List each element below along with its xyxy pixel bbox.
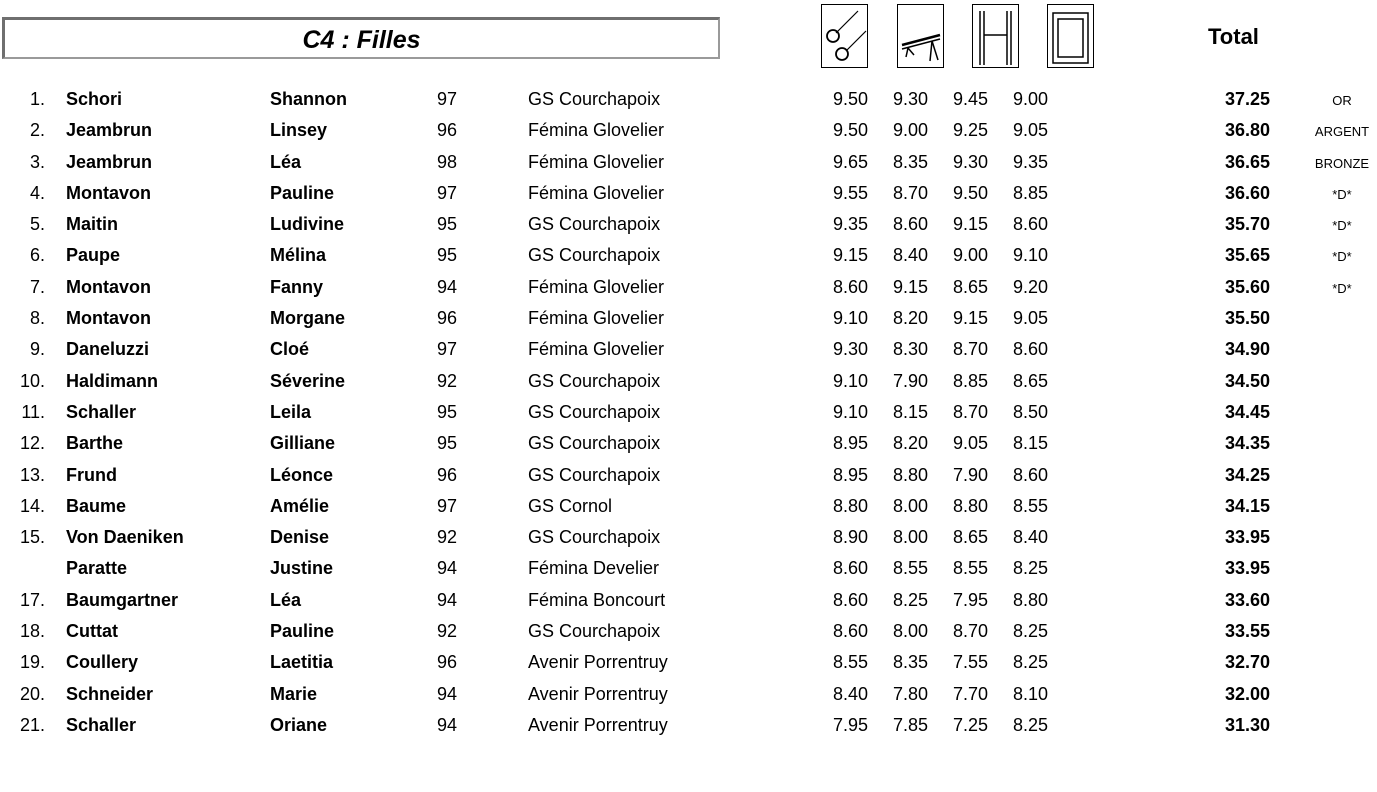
rings-score-cell: 9.15 [832, 245, 868, 266]
floor-score-cell: 8.25 [1012, 714, 1048, 735]
floor-score-cell: 8.50 [1012, 401, 1048, 422]
total-score-cell: 33.95 [1224, 558, 1270, 579]
club-cell: Avenir Porrentruy [528, 652, 668, 673]
floor-score-cell: 9.00 [1012, 89, 1048, 109]
last-name-cell: Barthe [66, 433, 124, 454]
beam-score-cell: 8.15 [892, 401, 928, 422]
table-row [0, 617, 1377, 648]
rank-cell: 1. [29, 89, 45, 109]
birth-year-cell: 95 [437, 433, 458, 454]
rank-cell: 19. [19, 652, 45, 673]
bars-score-cell: 9.30 [952, 151, 988, 172]
table-row [0, 241, 1377, 272]
last-name-cell: Montavon [66, 182, 151, 203]
first-name-cell: Mélina [270, 245, 327, 266]
birth-year-cell: 94 [437, 714, 458, 735]
bars-score-cell: 8.70 [952, 401, 988, 422]
birth-year-cell: 94 [437, 589, 458, 610]
club-cell: GS Courchapoix [528, 527, 661, 548]
last-name-cell: Jeambrun [66, 120, 153, 141]
birth-year-cell: 97 [437, 495, 458, 516]
bars-score-cell: 8.80 [952, 495, 988, 516]
first-name-cell: Gilliane [270, 433, 336, 454]
floor-score-cell: 8.40 [1012, 527, 1048, 548]
club-cell: GS Courchapoix [528, 433, 661, 454]
bars-score-cell: 7.70 [952, 683, 988, 704]
rings-score-cell: 8.60 [832, 589, 868, 610]
floor-score-cell: 8.15 [1012, 433, 1048, 454]
first-name-cell: Laetitia [270, 652, 334, 673]
club-cell: GS Courchapoix [528, 621, 661, 642]
floor-score-cell: 9.35 [1012, 151, 1048, 172]
bars-score-cell: 9.05 [952, 433, 988, 454]
table-row [0, 116, 1377, 147]
beam-score-cell: 8.30 [892, 339, 928, 360]
floor-score-cell: 8.60 [1012, 214, 1048, 235]
last-name-cell: Maitin [66, 214, 118, 235]
club-cell: Fémina Glovelier [528, 120, 665, 141]
birth-year-cell: 96 [437, 308, 458, 329]
club-cell: GS Cornol [528, 495, 613, 516]
rings-score-cell: 9.50 [832, 120, 868, 141]
table-row [0, 680, 1377, 711]
award-cell: BRONZE [1314, 155, 1370, 171]
first-name-cell: Oriane [270, 714, 328, 735]
rings-score-cell: 9.35 [832, 214, 868, 235]
club-cell: Avenir Porrentruy [528, 683, 668, 704]
rank-cell: 18. [19, 621, 45, 642]
last-name-cell: Schori [66, 89, 123, 109]
club-cell: GS Courchapoix [528, 214, 661, 235]
club-cell: Fémina Glovelier [528, 276, 665, 297]
birth-year-cell: 95 [437, 214, 458, 235]
first-name-cell: Morgane [270, 308, 346, 329]
club-cell: GS Courchapoix [528, 370, 661, 391]
beam-score-cell: 8.55 [892, 558, 928, 579]
birth-year-cell: 94 [437, 683, 458, 704]
bars-score-cell: 9.50 [952, 182, 988, 203]
bars-score-cell: 8.85 [952, 370, 988, 391]
total-score-cell: 35.70 [1224, 214, 1270, 235]
birth-year-cell: 95 [437, 245, 458, 266]
rings-score-cell: 9.10 [832, 308, 868, 329]
club-cell: Fémina Develier [528, 558, 660, 579]
first-name-cell: Denise [270, 527, 330, 548]
last-name-cell: Daneluzzi [66, 339, 150, 360]
first-name-cell: Amélie [270, 495, 330, 516]
beam-score-cell: 7.85 [892, 714, 928, 735]
beam-score-cell: 8.60 [892, 214, 928, 235]
balance-beam-icon [897, 4, 944, 68]
floor-score-cell: 8.65 [1012, 370, 1048, 391]
birth-year-cell: 92 [437, 527, 458, 548]
club-cell: GS Courchapoix [528, 464, 661, 485]
table-row [0, 179, 1377, 210]
total-score-cell: 35.50 [1224, 308, 1270, 329]
first-name-cell: Cloé [270, 339, 310, 360]
club-cell: Fémina Glovelier [528, 151, 665, 172]
rank-cell: 4. [29, 182, 45, 203]
total-score-cell: 31.30 [1224, 714, 1270, 735]
rings-score-cell: 8.95 [832, 433, 868, 454]
bars-score-cell: 9.15 [952, 214, 988, 235]
total-score-cell: 36.80 [1224, 120, 1270, 141]
results-table [0, 85, 1377, 742]
rings-score-cell: 9.50 [832, 89, 868, 109]
rank-cell: 20. [19, 683, 45, 704]
first-name-cell: Shannon [270, 89, 347, 109]
floor-score-cell: 8.25 [1012, 652, 1048, 673]
floor-score-cell: 9.05 [1012, 308, 1048, 329]
table-row [0, 554, 1377, 585]
beam-score-cell: 9.30 [892, 89, 928, 109]
birth-year-cell: 96 [437, 464, 458, 485]
total-score-cell: 37.25 [1224, 89, 1270, 109]
table-row [0, 492, 1377, 523]
beam-score-cell: 8.20 [892, 308, 928, 329]
rings-score-cell: 8.60 [832, 558, 868, 579]
rings-score-cell: 9.10 [832, 370, 868, 391]
floor-score-cell: 9.20 [1012, 276, 1048, 297]
bars-score-cell: 8.65 [952, 276, 988, 297]
total-score-cell: 35.60 [1224, 276, 1270, 297]
total-score-cell: 33.60 [1224, 589, 1270, 610]
rank-cell: 9. [29, 339, 45, 360]
total-score-cell: 34.35 [1224, 433, 1270, 454]
rank-cell: 14. [19, 495, 45, 516]
last-name-cell: Schaller [66, 401, 137, 422]
table-row [0, 335, 1377, 366]
table-row [0, 398, 1377, 429]
floor-score-cell: 8.25 [1012, 621, 1048, 642]
table-row [0, 648, 1377, 679]
club-cell: GS Courchapoix [528, 245, 661, 266]
club-cell: Avenir Porrentruy [528, 714, 668, 735]
last-name-cell: Baume [66, 495, 127, 516]
rank-cell: 15. [19, 527, 45, 548]
beam-score-cell: 8.35 [892, 652, 928, 673]
bars-score-cell: 8.70 [952, 621, 988, 642]
beam-score-cell: 7.80 [892, 683, 928, 704]
rank-cell: 12. [19, 433, 45, 454]
table-row [0, 273, 1377, 304]
table-row [0, 367, 1377, 398]
table-row [0, 711, 1377, 742]
rings-score-cell: 8.60 [832, 276, 868, 297]
beam-score-cell: 7.90 [892, 370, 928, 391]
rank-cell: 10. [19, 370, 45, 391]
first-name-cell: Fanny [270, 276, 324, 297]
total-score-cell: 34.50 [1224, 370, 1270, 391]
last-name-cell: Paratte [66, 558, 128, 579]
floor-score-cell: 8.10 [1012, 683, 1048, 704]
first-name-cell: Séverine [270, 370, 346, 391]
beam-score-cell: 9.15 [892, 276, 928, 297]
floor-score-cell: 8.85 [1012, 182, 1048, 203]
first-name-cell: Linsey [270, 120, 328, 141]
last-name-cell: Von Daeniken [66, 527, 184, 548]
last-name-cell: Montavon [66, 308, 151, 329]
birth-year-cell: 96 [437, 652, 458, 673]
table-row [0, 148, 1377, 179]
birth-year-cell: 94 [437, 558, 458, 579]
rings-icon [821, 4, 868, 68]
last-name-cell: Frund [66, 464, 117, 485]
award-cell: OR [1332, 93, 1352, 108]
beam-score-cell: 8.20 [892, 433, 928, 454]
rank-cell: 8. [29, 308, 45, 329]
rank-cell: 6. [29, 245, 45, 266]
rank-cell: 2. [29, 120, 45, 141]
last-name-cell: Coullery [66, 652, 139, 673]
first-name-cell: Pauline [270, 182, 335, 203]
last-name-cell: Schneider [66, 683, 154, 704]
table-row [0, 210, 1377, 241]
award-cell: *D* [1332, 249, 1352, 265]
table-row [0, 586, 1377, 617]
birth-year-cell: 97 [437, 182, 458, 203]
birth-year-cell: 92 [437, 621, 458, 642]
parallel-bars-icon [972, 4, 1019, 68]
table-row [0, 461, 1377, 492]
first-name-cell: Léa [270, 589, 302, 610]
beam-score-cell: 8.00 [892, 527, 928, 548]
table-row [0, 429, 1377, 460]
rank-cell: 7. [29, 276, 45, 297]
first-name-cell: Pauline [270, 621, 335, 642]
first-name-cell: Justine [270, 558, 334, 579]
rings-score-cell: 8.95 [832, 464, 868, 485]
floor-score-cell: 9.05 [1012, 120, 1048, 141]
category-title: C4 : Filles [302, 26, 421, 54]
rank-cell: 5. [29, 214, 45, 235]
total-score-cell: 32.00 [1224, 683, 1270, 704]
award-cell: ARGENT [1314, 124, 1370, 140]
rings-score-cell: 8.40 [832, 683, 868, 704]
floor-score-cell: 8.60 [1012, 339, 1048, 360]
total-score-cell: 34.45 [1224, 401, 1270, 422]
rings-score-cell: 8.90 [832, 527, 868, 548]
floor-score-cell: 8.25 [1012, 558, 1048, 579]
bars-score-cell: 9.25 [952, 120, 988, 141]
total-score-cell: 36.65 [1224, 151, 1270, 172]
floor-score-cell: 9.10 [1012, 245, 1048, 266]
floor-icon [1047, 4, 1094, 68]
club-cell: Fémina Glovelier [528, 339, 665, 360]
birth-year-cell: 96 [437, 120, 458, 141]
birth-year-cell: 92 [437, 370, 458, 391]
first-name-cell: Léonce [270, 464, 334, 485]
beam-score-cell: 8.70 [892, 182, 928, 203]
last-name-cell: Baumgartner [66, 589, 179, 610]
floor-score-cell: 8.80 [1012, 589, 1048, 610]
total-column-header: Total [1208, 24, 1259, 49]
rings-score-cell: 9.30 [832, 339, 868, 360]
beam-score-cell: 8.40 [892, 245, 928, 266]
birth-year-cell: 97 [437, 339, 458, 360]
beam-score-cell: 9.00 [892, 120, 928, 141]
rings-score-cell: 9.10 [832, 401, 868, 422]
total-score-cell: 34.90 [1224, 339, 1270, 360]
club-cell: GS Courchapoix [528, 89, 661, 109]
bars-score-cell: 7.25 [952, 714, 988, 735]
bars-score-cell: 9.15 [952, 308, 988, 329]
birth-year-cell: 97 [437, 89, 458, 109]
table-row [0, 523, 1377, 554]
total-score-cell: 33.95 [1224, 527, 1270, 548]
first-name-cell: Leila [270, 401, 312, 422]
bars-score-cell: 7.95 [952, 589, 988, 610]
last-name-cell: Jeambrun [66, 151, 153, 172]
first-name-cell: Léa [270, 151, 302, 172]
bars-score-cell: 7.55 [952, 652, 988, 673]
floor-score-cell: 8.55 [1012, 495, 1048, 516]
rank-cell: 3. [29, 151, 45, 172]
category-title-box [2, 17, 720, 59]
total-score-cell: 33.55 [1224, 621, 1270, 642]
rank-cell: 21. [19, 714, 45, 735]
bars-score-cell: 9.45 [952, 89, 988, 109]
rings-score-cell: 8.55 [832, 652, 868, 673]
rank-cell: 11. [21, 401, 45, 422]
bars-score-cell: 8.55 [952, 558, 988, 579]
total-score-cell: 34.15 [1224, 495, 1270, 516]
bars-score-cell: 8.70 [952, 339, 988, 360]
bars-score-cell: 7.90 [952, 464, 988, 485]
total-score-cell: 35.65 [1224, 245, 1270, 266]
beam-score-cell: 8.00 [892, 621, 928, 642]
birth-year-cell: 94 [437, 276, 458, 297]
table-row [0, 85, 1377, 116]
award-cell: *D* [1332, 218, 1352, 234]
beam-score-cell: 8.25 [892, 589, 928, 610]
last-name-cell: Paupe [66, 245, 121, 266]
beam-score-cell: 8.00 [892, 495, 928, 516]
total-score-cell: 36.60 [1224, 182, 1270, 203]
rings-score-cell: 7.95 [832, 714, 868, 735]
rings-score-cell: 9.55 [832, 182, 868, 203]
total-score-cell: 32.70 [1224, 652, 1270, 673]
beam-score-cell: 8.80 [892, 464, 928, 485]
club-cell: Fémina Glovelier [528, 308, 665, 329]
bars-score-cell: 8.65 [952, 527, 988, 548]
last-name-cell: Montavon [66, 276, 151, 297]
floor-score-cell: 8.60 [1012, 464, 1048, 485]
first-name-cell: Ludivine [270, 214, 345, 235]
award-cell: *D* [1332, 280, 1352, 296]
total-score-cell: 34.25 [1224, 464, 1270, 485]
bars-score-cell: 9.00 [952, 245, 988, 266]
club-cell: GS Courchapoix [528, 401, 661, 422]
rings-score-cell: 8.80 [832, 495, 868, 516]
last-name-cell: Haldimann [66, 370, 159, 391]
rings-score-cell: 8.60 [832, 621, 868, 642]
beam-score-cell: 8.35 [892, 151, 928, 172]
club-cell: Fémina Boncourt [528, 589, 666, 610]
rank-cell: 13. [19, 464, 45, 485]
birth-year-cell: 95 [437, 401, 458, 422]
award-cell: *D* [1332, 186, 1352, 202]
last-name-cell: Schaller [66, 714, 137, 735]
rings-score-cell: 9.65 [832, 151, 868, 172]
club-cell: Fémina Glovelier [528, 182, 665, 203]
birth-year-cell: 98 [437, 151, 458, 172]
last-name-cell: Cuttat [66, 621, 118, 642]
table-row [0, 304, 1377, 335]
first-name-cell: Marie [270, 683, 318, 704]
rank-cell: 17. [19, 589, 45, 610]
